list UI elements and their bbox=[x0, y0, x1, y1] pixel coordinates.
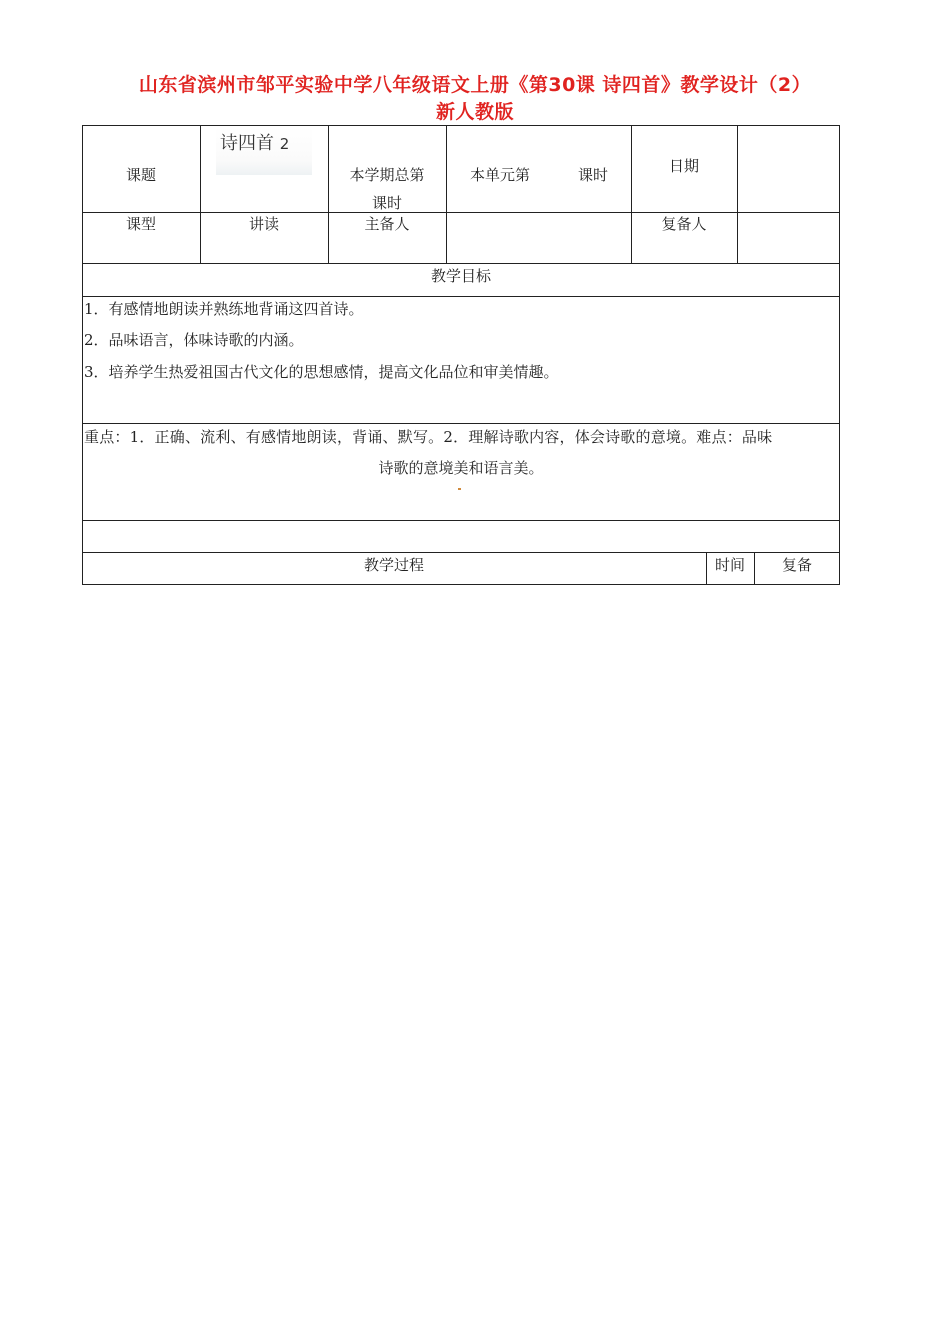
row-divider bbox=[82, 212, 840, 213]
lesson-title-image bbox=[216, 127, 312, 175]
lesson-title-number: 2 bbox=[279, 135, 290, 153]
title-line-1: 山东省滨州市邹平实验中学八年级语文上册《第30课 诗四首》教学设计（2） bbox=[138, 74, 812, 96]
goal-item: 1．有感情地朗读并熟练地背诵这四首诗。 bbox=[84, 300, 364, 318]
column-divider bbox=[631, 125, 632, 263]
unit-suffix: 课时 bbox=[578, 166, 609, 184]
goal-item: 2．品味语言，体味诗歌的内涵。 bbox=[84, 331, 304, 349]
type-label: 课型 bbox=[125, 215, 156, 233]
topic-label: 课题 bbox=[125, 166, 156, 184]
document-title bbox=[60, 72, 890, 126]
stray-mark bbox=[458, 488, 461, 490]
review-label: 复备 bbox=[781, 556, 812, 574]
term-total-label: 本学期总第 bbox=[349, 166, 425, 184]
key-points-line-2: 诗歌的意境美和语言美。 bbox=[378, 459, 544, 477]
type-value: 讲读 bbox=[248, 215, 279, 233]
row-divider bbox=[82, 263, 840, 264]
goals-heading: 教学目标 bbox=[430, 267, 491, 285]
lesson-title-text: 诗四首 bbox=[220, 133, 274, 154]
process-label: 教学过程 bbox=[363, 556, 424, 574]
column-divider bbox=[737, 125, 738, 263]
column-divider bbox=[200, 125, 201, 263]
reviewer-label: 复备人 bbox=[661, 215, 707, 233]
goal-item: 3．培养学生热爱祖国古代文化的思想感情，提高文化品位和审美情趣。 bbox=[84, 363, 559, 381]
lesson-plan-table bbox=[82, 125, 840, 585]
column-divider bbox=[328, 125, 329, 263]
date-label: 日期 bbox=[668, 157, 699, 175]
term-total-suffix: 课时 bbox=[371, 194, 402, 212]
row-divider bbox=[82, 296, 840, 297]
unit-label: 本单元第 bbox=[470, 166, 531, 184]
row-divider bbox=[82, 552, 840, 553]
row-divider bbox=[82, 423, 840, 424]
title-line-2: 新人教版 bbox=[435, 101, 514, 123]
time-label: 时间 bbox=[714, 556, 745, 574]
preparer-label: 主备人 bbox=[364, 215, 410, 233]
row-divider bbox=[82, 520, 840, 521]
key-points-line-1: 重点：1．正确、流利、有感情地朗读，背诵、默写。2．理解诗歌内容，体会诗歌的意境。难点：品味 bbox=[84, 428, 773, 446]
column-divider bbox=[446, 125, 447, 263]
